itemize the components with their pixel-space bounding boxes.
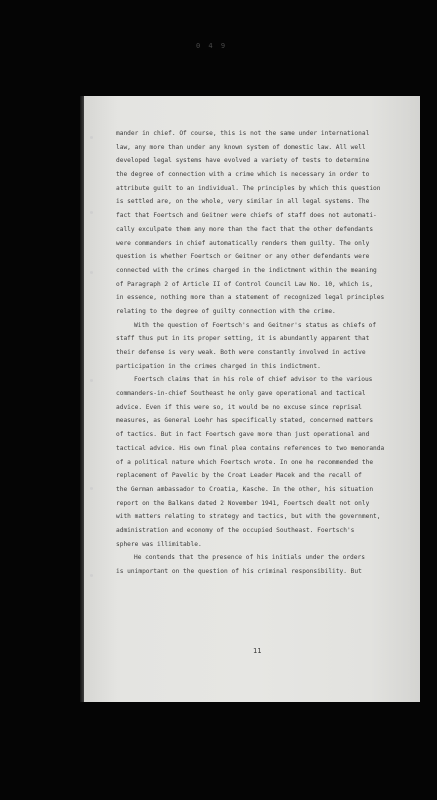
text-line: of a political nature which Foertsch wrote. In one he recommended the [116,458,374,466]
binding-hole-mark [90,136,93,139]
text-line: fact that Foertsch and Geitner were chiefs of staff does not automati- [116,212,377,220]
text-line: is unimportant on the question of his criminal responsibility. But [116,568,362,575]
text-line: developed legal systems have evolved a variety of tests to determine [116,157,370,165]
text-line: Foertsch claims that in his role of chief advisor to the various [134,376,373,384]
text-line: of tactics. But in fact Foertsch gave more than just operational and [116,431,370,439]
text-line: participation in the crimes charged in this indictment. [116,362,321,370]
text-line: tactical advice. His own final plea contains references to two memoranda [116,444,385,452]
frame-number-label: 0 4 9 [196,42,228,50]
text-line: were commanders in chief automatically renders them guilty. The only [116,239,370,247]
text-line: attribute guilt to an individual. The principles by which this question [116,184,381,192]
text-line: replacement of Pavelic by the Croat Leader Macek and the recall of [116,472,362,480]
text-line: with matters relating to strategy and tactics, but with the government, [116,513,381,521]
text-line: of Paragraph 2 of Article II of Control Council Law No. 10, which is, [116,280,374,288]
text-line: advice. Even if this were so, it would be no excuse since reprisal [116,403,362,411]
text-line: mander in chief. Of course, this is not the same under international [116,130,370,137]
page-number: 11 [253,647,262,655]
text-line: relating to the degree of guilty connection with the crime. [116,307,336,315]
text-line: sphere was illimitable. [116,540,202,548]
document-body-text [116,127,410,579]
text-line: the degree of connection with a crime which is necessary in order to [116,171,370,179]
text-line: the German ambassador to Croatia, Kasche. In the other, his situation [116,485,374,493]
text-line: report on the Balkans dated 2 November 1941, Foertsch dealt not only [116,499,370,507]
binding-hole-mark [90,574,93,577]
text-line: measures, as General Loehr has specifically stated, concerned matters [116,417,374,425]
text-line: question is whether Foertsch or Geitner or any other defendants were [116,253,370,261]
text-line: connected with the crimes charged in the indictment within the meaning [116,266,377,274]
text-line: staff thus put in its proper setting, it is abundantly apparent that [116,335,370,343]
text-line: law, any more than under any known system of domestic law. All well [116,143,366,151]
text-line: With the question of Foertsch's and Geitner's status as chiefs of [134,321,377,329]
text-line: commanders-in-chief Southeast he only gave operational and tactical [116,390,366,398]
text-line: cally exculpate them any more than the fact that the other defendants [116,225,374,233]
binding-hole-mark [90,211,93,214]
text-line: administration and economy of the occupied Southeast. Foertsch's [116,526,355,534]
text-line: their defense is very weak. Both were constantly involved in active [116,349,366,356]
binding-hole-mark [90,487,93,490]
text-line: He contends that the presence of his initials under the orders [134,554,365,562]
text-line: in essence, nothing more than a statement of recognized legal principles [116,294,385,302]
binding-hole-mark [90,379,93,382]
text-line: is settled are, on the whole, very similar in all legal systems. The [116,198,370,206]
binding-hole-mark [90,271,93,274]
